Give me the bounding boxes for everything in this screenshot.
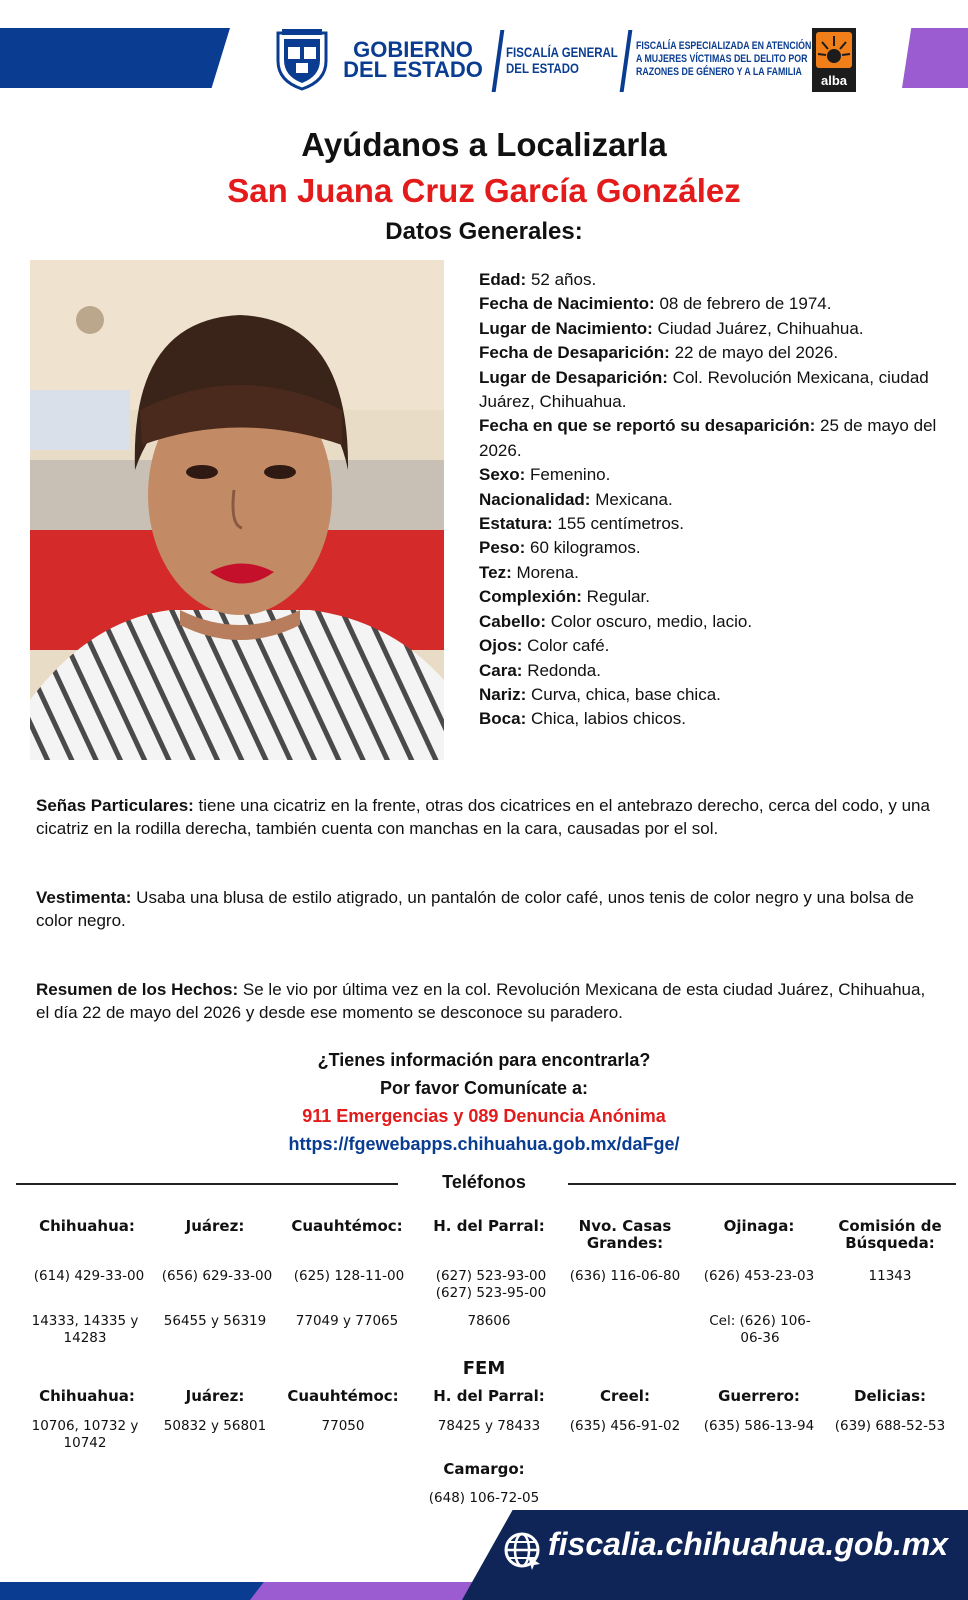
- data-row-nacionalidad: Nacionalidad: Mexicana.: [479, 489, 673, 509]
- data-row-cabello: Cabello: Color oscuro, medio, lacio.: [479, 611, 753, 631]
- tel-col-name: Juárez:: [185, 1217, 245, 1235]
- tel-phone: (627) 523-93-00 (627) 523-95-00: [435, 1268, 547, 1301]
- tel-col-name: Cuauhtémoc:: [291, 1217, 403, 1235]
- header-divider: [620, 30, 633, 92]
- general-data-list: [479, 268, 949, 732]
- data-row-ojos: Ojos: Color café.: [479, 636, 610, 656]
- senas-particulares: Señas Particulares: tiene una cicatriz en la frente, otras dos cicatrices en el antebrazo derecho, cerca del codo, y una cicatriz en la rodilla derecha, también cuenta con manchas en la cara, causadas por el sol.: [36, 796, 930, 838]
- contact-question: ¿Tienes información para encontrarla?: [317, 1050, 651, 1070]
- fem-value: 50832 y 56801: [163, 1418, 267, 1434]
- data-row-lugar-desaparicion: Lugar de Desaparición: Col. Revolución Mexicana, ciudad Juárez, Chihuahua.: [479, 367, 929, 412]
- fem-col-name: Creel:: [600, 1387, 650, 1405]
- data-row-boca: Boca: Chica, labios chicos.: [479, 709, 686, 729]
- fem-value: (635) 456-91-02: [569, 1418, 681, 1434]
- tel-extension: Cel: (626) 106-06-36: [709, 1313, 811, 1346]
- fem-col-name: Cuauhtémoc:: [287, 1387, 399, 1405]
- tel-extension: 78606: [467, 1313, 511, 1329]
- tel-col-name: Comisión de Búsqueda:: [838, 1217, 942, 1252]
- data-row-nariz: Nariz: Curva, chica, base chica.: [479, 684, 721, 704]
- data-row-edad: Edad: 52 años.: [479, 270, 597, 289]
- emergency-numbers: 911 Emergencias y 089 Denuncia Anónima: [302, 1106, 666, 1126]
- divider-line: [568, 1183, 956, 1185]
- tel-phone: (626) 453-23-03: [703, 1268, 815, 1284]
- tel-phone: (614) 429-33-00: [33, 1268, 145, 1284]
- tel-col-name: Chihuahua:: [39, 1217, 135, 1235]
- fiscalia-general-logo-text: FISCALÍA GENERAL DEL ESTADO: [506, 44, 618, 76]
- tel-extension: 14333, 14335 y 14283: [31, 1313, 139, 1346]
- globe-icon: [502, 1530, 542, 1570]
- alba-sun-icon: [816, 32, 852, 68]
- divider-line: [16, 1183, 398, 1185]
- alba-logo: alba: [812, 28, 856, 92]
- fem-value: (635) 586-13-94: [703, 1418, 815, 1434]
- fem-col-name: Camargo:: [443, 1460, 525, 1478]
- header-purple-bar: [902, 28, 968, 88]
- resumen-hechos: Resumen de los Hechos: Se le vio por última vez en la col. Revolución Mexicana de esta ciudad Juárez, Chihuahua, el día 22 de mayo del 2026 y desde ese momento se desconoce su paradero.: [36, 980, 926, 1022]
- tel-phone: (625) 128-11-00: [293, 1268, 405, 1284]
- tel-phone: 11343: [868, 1268, 912, 1284]
- vestimenta: Vestimenta: Usaba una blusa de estilo atigrado, un pantalón de color café, unos tenis de color negro y una bolsa de color negro.: [36, 888, 914, 930]
- fem-col-name: Guerrero:: [718, 1387, 800, 1405]
- fem-logo-text: FISCALÍA ESPECIALIZADA EN ATENCIÓN A MUJERES VÍCTIMAS DEL DELITO POR RAZONES DE GÉNERO Y A LA FAMILIA: [636, 40, 812, 78]
- help-title: Ayúdanos a Localizarla: [301, 126, 667, 163]
- footer-website-link[interactable]: fiscalia.chihuahua.gob.mx: [548, 1526, 949, 1562]
- fem-col-name: Juárez:: [185, 1387, 245, 1405]
- data-row-complexion: Complexión: Regular.: [479, 587, 650, 607]
- state-shield-icon: [274, 27, 330, 91]
- tel-phone: (636) 116-06-80: [569, 1268, 681, 1284]
- tel-col-name: Nvo. Casas Grandes:: [578, 1217, 672, 1252]
- fem-value: 10706, 10732 y 10742: [31, 1418, 139, 1451]
- telefonos-heading: Teléfonos: [442, 1172, 526, 1192]
- fem-value: (639) 688-52-53: [834, 1418, 946, 1434]
- data-row-estatura: Estatura: 155 centímetros.: [479, 514, 685, 534]
- data-row-fecha-desaparicion: Fecha de Desaparición: 22 de mayo del 2026.: [479, 343, 839, 363]
- header-blue-bar: [0, 28, 230, 88]
- tel-extension: 77049 y 77065: [295, 1313, 399, 1329]
- data-row-tez: Tez: Morena.: [479, 562, 579, 582]
- footer-purple-bar: [250, 1582, 480, 1600]
- data-row-fecha-nacimiento: Fecha de Nacimiento: 08 de febrero de 1974.: [479, 294, 832, 314]
- fem-col-name: H. del Parral:: [433, 1387, 545, 1405]
- section-title: Datos Generales:: [385, 218, 583, 245]
- fem-value: 78425 y 78433: [437, 1418, 541, 1434]
- data-row-cara: Cara: Redonda.: [479, 660, 601, 680]
- tel-col-name: H. del Parral:: [433, 1217, 545, 1235]
- header: [0, 0, 968, 110]
- footer: [0, 1510, 968, 1600]
- data-row-peso: Peso: 60 kilogramos.: [479, 538, 641, 558]
- fem-heading: FEM: [462, 1358, 506, 1379]
- gobierno-logo-text: GOBIERNO DEL ESTADO: [343, 37, 483, 82]
- tel-extension: 56455 y 56319: [163, 1313, 267, 1329]
- tel-phone: (656) 629-33-00: [161, 1268, 273, 1284]
- report-link[interactable]: https://fgewebapps.chihuahua.gob.mx/daFge/: [288, 1134, 680, 1154]
- data-row-lugar-nacimiento: Lugar de Nacimiento: Ciudad Juárez, Chihuahua.: [479, 318, 864, 338]
- data-row-fecha-reporte: Fecha en que se reportó su desaparición: 25 de mayo del 2026.: [479, 416, 937, 460]
- fem-value: 77050: [321, 1418, 365, 1434]
- person-name: San Juana Cruz García González: [227, 172, 741, 209]
- portrait-photo: [30, 260, 444, 760]
- fem-col-name: Chihuahua:: [39, 1387, 135, 1405]
- data-row-sexo: Sexo: Femenino.: [479, 465, 611, 485]
- header-divider: [492, 30, 505, 92]
- fem-col-name: Delicias:: [854, 1387, 926, 1405]
- fem-value: (648) 106-72-05: [428, 1490, 540, 1506]
- tel-col-name: Ojinaga:: [723, 1217, 795, 1235]
- contact-please: Por favor Comunícate a:: [379, 1078, 589, 1098]
